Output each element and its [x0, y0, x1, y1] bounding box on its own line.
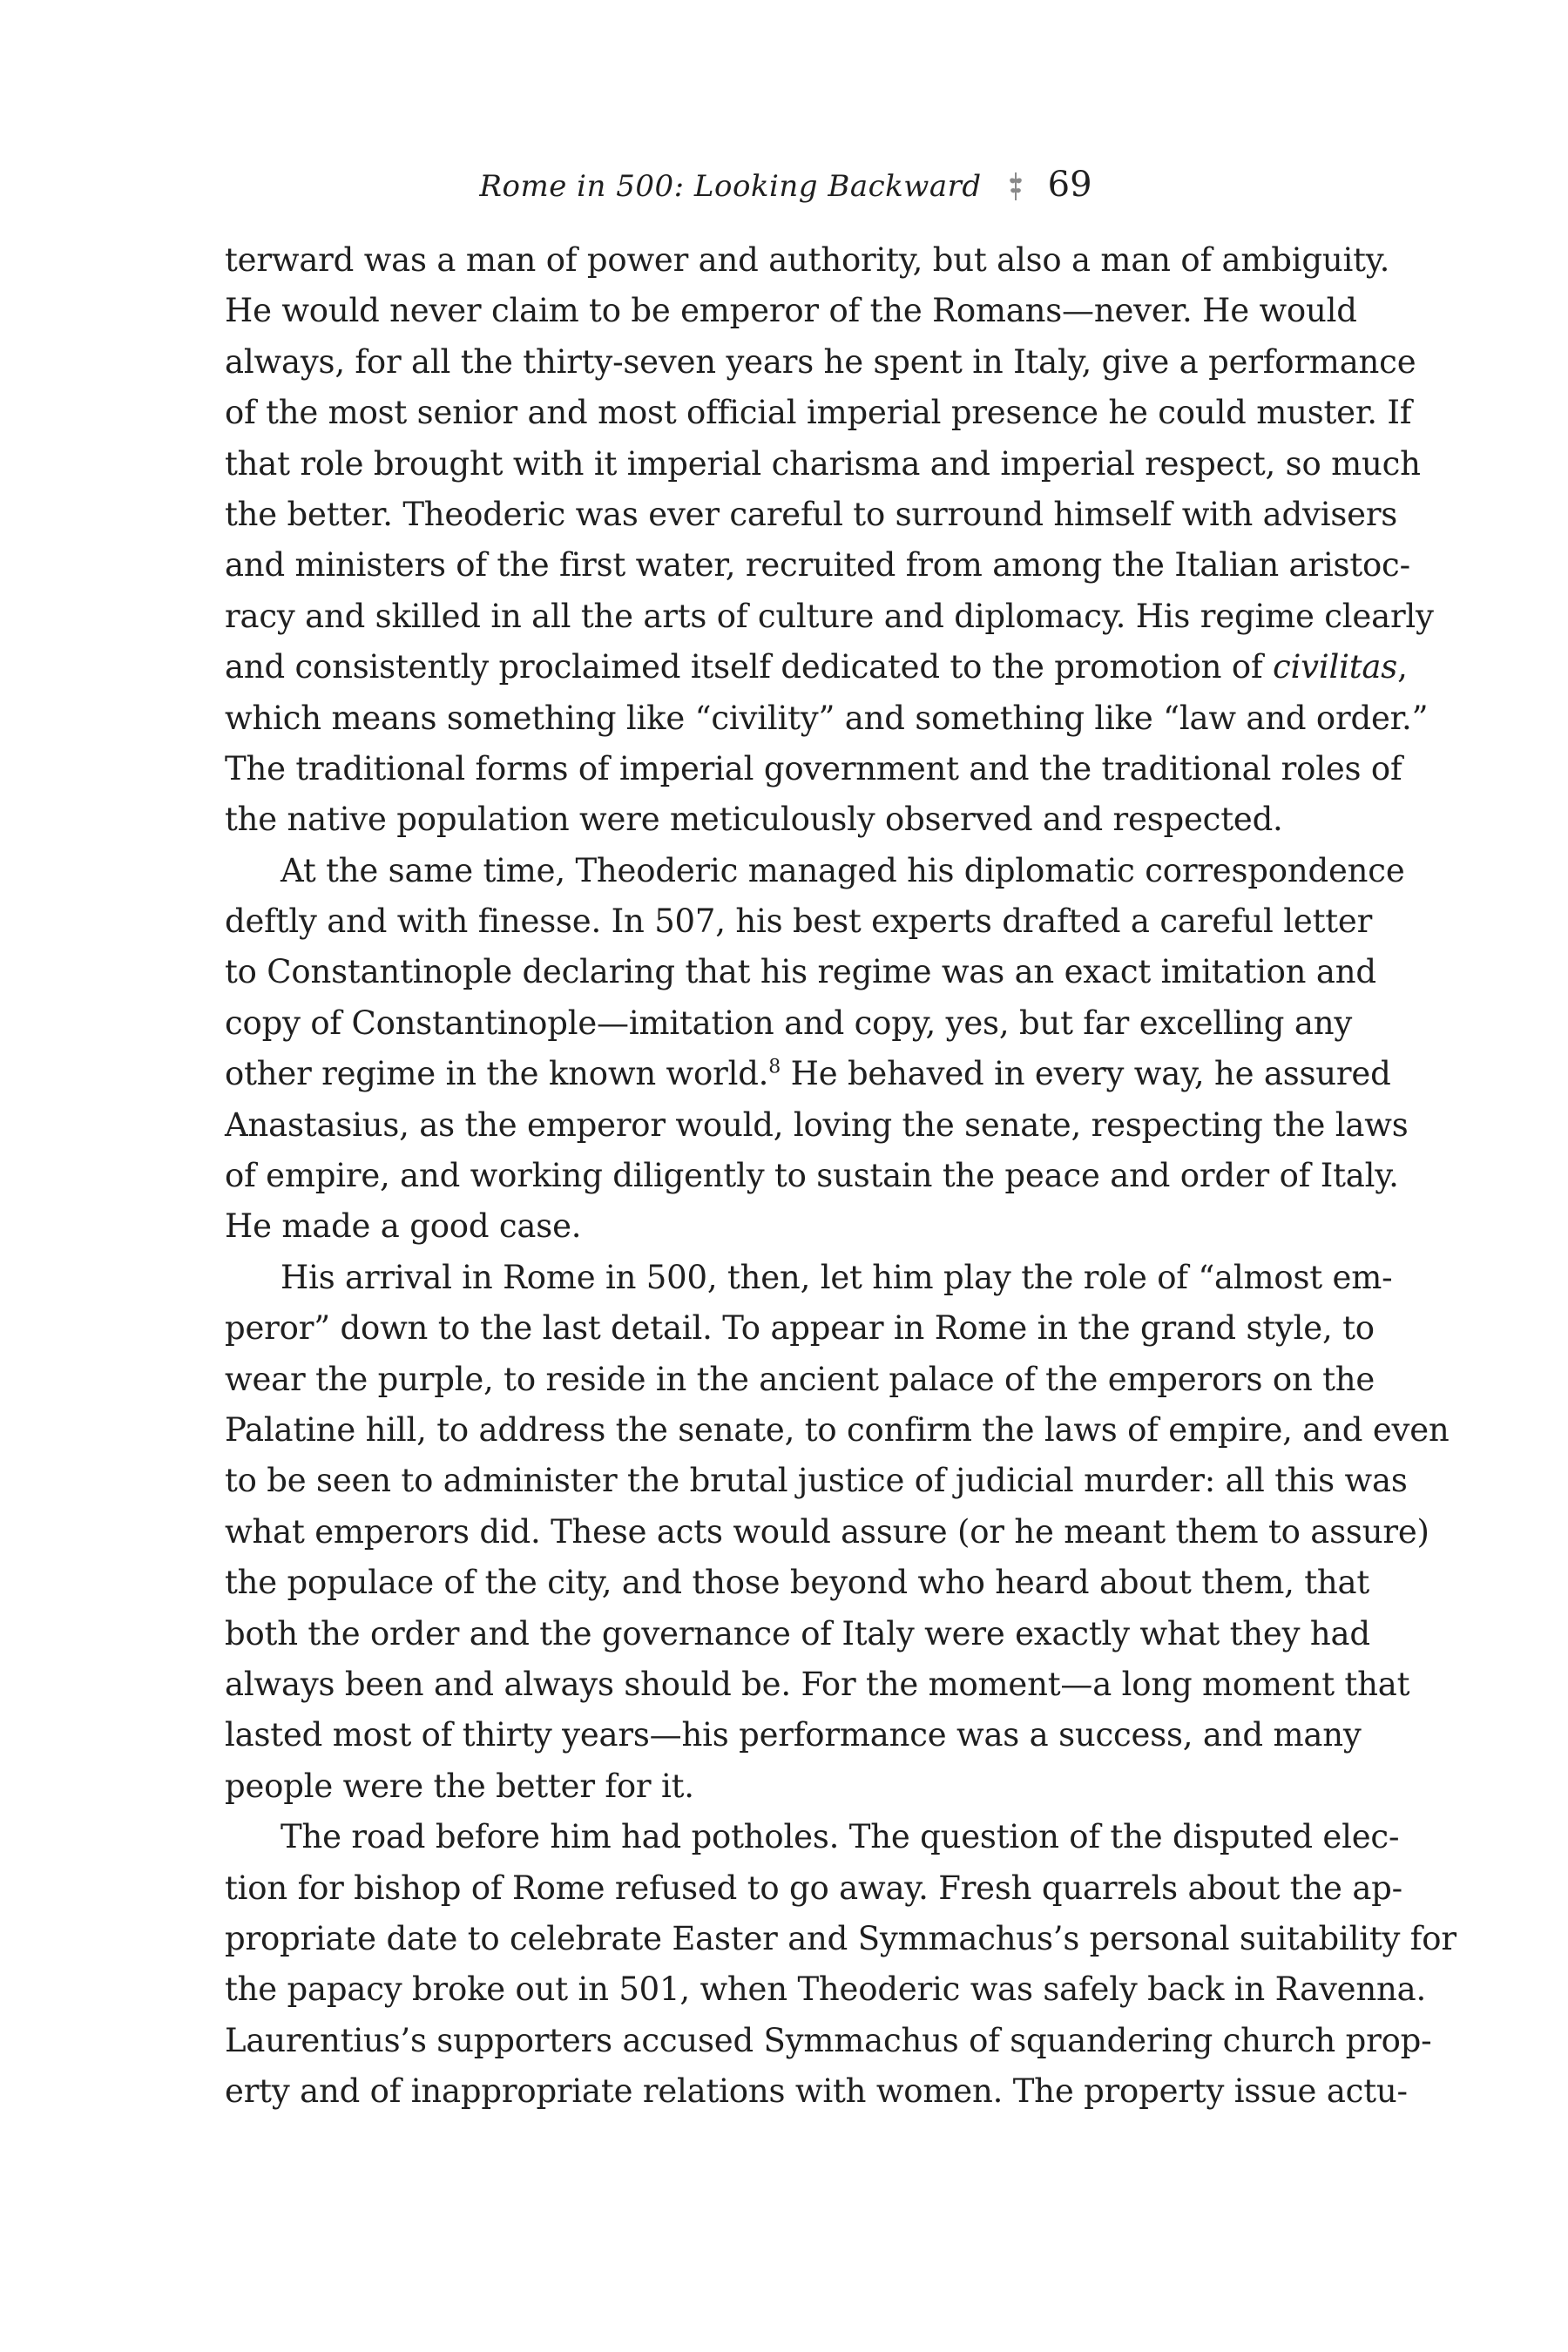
running-head	[225, 164, 1347, 207]
text-line	[225, 1049, 1391, 1099]
text-line	[225, 1812, 1400, 1862]
text-line	[225, 591, 1434, 642]
text-run: tion for bishop of Rome refused to go away. Fresh quarrels about the ap-	[225, 1869, 1402, 1907]
text-run: always, for all the thirty-seven years he spent in Italy, give a performance	[225, 342, 1416, 381]
text-run: erty and of inappropriate relations with women. The property issue actu-	[225, 2072, 1408, 2111]
text-run: people were the better for it.	[225, 1767, 694, 1805]
text-run: lasted most of thirty years—his performance was a success, and many	[225, 1716, 1362, 1754]
text-run: and consistently proclaimed itself dedicated to the promotion of	[225, 648, 1273, 686]
paragraph	[225, 846, 1409, 1253]
text-line	[225, 540, 1410, 591]
text-run: ,	[1397, 648, 1408, 686]
text-run: the papacy broke out in 501, when Theoderic was safely back in Ravenna.	[225, 1970, 1427, 2009]
text-line	[225, 1609, 1370, 1659]
text-line	[225, 337, 1416, 388]
text-run: racy and skilled in all the arts of culture and diplomacy. His regime clearly	[225, 597, 1434, 635]
text-run: Palatine hill, to address the senate, to confirm the laws of empire, and even	[225, 1410, 1450, 1449]
running-title: Rome in 500: Looking Backward	[479, 169, 982, 204]
text-line	[225, 846, 1405, 896]
text-line	[225, 1964, 1427, 2015]
text-run: He would never claim to be emperor of the Romans—never. He would	[225, 292, 1357, 330]
text-line	[225, 1456, 1408, 1506]
text-line	[225, 1659, 1410, 1710]
text-line	[225, 1151, 1399, 1201]
text-run: of the most senior and most official imperial presence he could muster. If	[225, 394, 1412, 432]
text-run: The traditional forms of imperial government and the traditional roles of	[225, 749, 1402, 787]
text-line	[225, 1558, 1370, 1608]
text-run: copy of Constantinople—imitation and copy, yes, but far excelling any	[225, 1004, 1353, 1042]
footnote-marker: 8	[768, 1056, 781, 1078]
text-run: to be seen to administer the brutal justice of judicial murder: all this was	[225, 1462, 1408, 1500]
text-line	[225, 1761, 1347, 1812]
text-run: wear the purple, to reside in the ancient palace of the emperors on the	[225, 1360, 1375, 1398]
text-run: The road before him had potholes. The question of the disputed elec-	[280, 1818, 1400, 1856]
text-line	[225, 693, 1429, 744]
text-line	[225, 439, 1421, 490]
text-line	[225, 896, 1373, 947]
text-run: His arrival in Rome in 500, then, let him play the role of “almost em-	[280, 1258, 1393, 1296]
text-run: At the same time, Theoderic managed his diplomatic correspondence	[280, 851, 1405, 889]
paragraph	[225, 235, 1434, 846]
text-run: to Constantinople declaring that his regime was an exact imitation and	[225, 953, 1376, 991]
page-number: 69	[1047, 165, 1092, 205]
text-line	[225, 490, 1398, 540]
text-line	[225, 2016, 1432, 2066]
text-run: other regime in the known world.	[225, 1055, 769, 1093]
text-line	[225, 1355, 1375, 1405]
text-run: the better. Theoderic was ever careful to surround himself with advisers	[225, 495, 1398, 533]
text-run: that role brought with it imperial charisma and imperial respect, so much	[225, 444, 1421, 483]
text-run: which means something like “civility” and something like “law and order.”	[225, 699, 1429, 737]
text-line	[225, 744, 1402, 794]
text-run: the native population were meticulously observed and respected.	[225, 801, 1283, 839]
text-run: Laurentius’s supporters accused Symmachus of squandering church prop-	[225, 2021, 1432, 2059]
text-line	[225, 947, 1376, 997]
text-line	[225, 1710, 1362, 1761]
text-run: terward was a man of power and authority, but also a man of ambiguity.	[225, 241, 1390, 279]
text-run: He behaved in every way, he assured	[781, 1055, 1391, 1093]
text-line	[225, 1507, 1429, 1558]
text-line	[225, 642, 1408, 693]
fleuron-icon	[1006, 172, 1025, 201]
text-line	[225, 286, 1357, 336]
text-line	[225, 1914, 1456, 1964]
text-line	[225, 235, 1390, 286]
text-run: of empire, and working diligently to sustain the peace and order of Italy.	[225, 1157, 1399, 1195]
text-line	[225, 2066, 1408, 2117]
text-run: what emperors did. These acts would assure (or he meant them to assure)	[225, 1512, 1429, 1551]
body-text	[225, 235, 1456, 2117]
text-run: always been and always should be. For the moment—a long moment that	[225, 1665, 1410, 1703]
text-line	[225, 998, 1353, 1049]
text-line	[225, 1405, 1450, 1456]
text-run: both the order and the governance of Italy were exactly what they had	[225, 1614, 1370, 1652]
text-run: the populace of the city, and those beyond who heard about them, that	[225, 1564, 1370, 1602]
text-run: and ministers of the first water, recruited from among the Italian aristoc-	[225, 546, 1410, 585]
text-line	[225, 1303, 1375, 1354]
text-line	[225, 1863, 1402, 1914]
text-line	[225, 794, 1347, 845]
text-run: Anastasius, as the emperor would, loving the senate, respecting the laws	[225, 1105, 1409, 1144]
paragraph	[225, 1812, 1456, 2117]
text-run: deftly and with finesse. In 507, his best experts drafted a careful letter	[225, 902, 1373, 941]
paragraph	[225, 1253, 1450, 1812]
text-run: peror” down to the last detail. To appear in Rome in the grand style, to	[225, 1309, 1375, 1348]
text-line	[225, 1253, 1393, 1303]
italic-term: civilitas	[1273, 648, 1398, 686]
text-run: He made a good case.	[225, 1207, 582, 1246]
text-line	[225, 388, 1412, 438]
text-run: propriate date to celebrate Easter and Symmachus’s personal suitability for	[225, 1919, 1456, 1957]
text-line	[225, 1100, 1409, 1151]
text-line	[225, 1201, 1347, 1252]
